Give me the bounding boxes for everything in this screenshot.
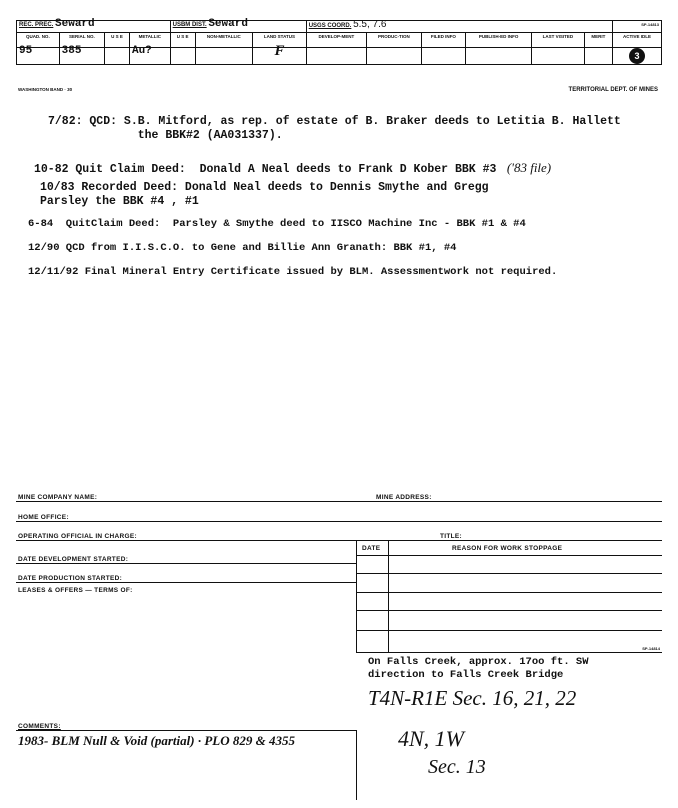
column-header: SERIAL NO. [59,33,104,48]
column-header: PRODUC-TION [367,33,421,48]
handwritten-4n: 4N, 1W [398,726,464,751]
comments-label: COMMENTS: [18,723,61,730]
column-header: DEVELOP-MENT [306,33,366,48]
comments-handwriting: 1983- BLM Null & Void (partial) · PLO 829 & 4355 [18,733,295,748]
entry-2-wrap [34,159,551,177]
last-visited-value [532,48,585,65]
entry-2-note: ('83 file) [506,160,552,175]
quad-no: 95 [17,48,60,65]
dev-started-label: DATE DEVELOPMENT STARTED: [18,556,129,563]
entry-1: 7/82: QCD: S.B. Mitford, as rep. of estate of B. Braker deeds to Letitia B. Hallett the BBK#2 (AA031337). [48,115,621,142]
date-col-label: DATE [362,545,381,552]
column-header: U S E [170,33,195,48]
handwritten-twp: T4N-R1E Sec. 16, 21, 22 [368,686,577,710]
mine-company-label: MINE COMPANY NAME: [18,494,98,501]
prod-started-label: DATE PRODUCTION STARTED: [18,575,123,582]
rec-prec-label: REC. PREC. [19,22,54,28]
use-cell-2 [170,48,195,65]
filed-info-value [421,48,465,65]
usgs-value: 5.5, 7.6 [353,19,387,30]
column-header: U S E [105,33,130,48]
home-office-label: HOME OFFICE: [18,514,69,521]
column-header: LAND STATUS [253,33,307,48]
usbm-value: Seward [208,18,248,30]
metallic-value: Au? [129,48,170,65]
serial-no: 385 [59,48,104,65]
column-header-row [17,33,662,48]
column-header: PUBLISH-ED INFO [466,33,532,48]
usgs-label: USGS COORD. [308,23,352,29]
operating-official-label: OPERATING OFFICIAL IN CHARGE: [18,533,137,540]
form-number-2: SP-14814 [642,646,660,651]
leases-label: LEASES & OFFERS — TERMS OF: [18,587,133,594]
use-cell-1 [105,48,130,65]
column-header: QUAD. NO. [17,33,60,48]
printer-line: WASHINGTON BAND · 30 [18,87,73,92]
active-idle-value [612,48,661,65]
usbm-label: USBM DIST. [172,22,207,28]
active-mark: 3 [629,48,645,64]
entry-4: 6-84 QuitClaim Deed: Parsley & Smythe deed to IISCO Machine Inc - BBK #1 & #4 [28,218,526,230]
non-metallic-value [195,48,253,65]
production-value [367,48,421,65]
column-header: FILED INFO [421,33,465,48]
column-header: MERIT [584,33,612,48]
entry-2: 10-82 Quit Claim Deed: Donald A Neal deeds to Frank D Kober BBK #3 [34,163,497,176]
merit-value [584,48,612,65]
development-value [306,48,366,65]
reason-col-label: REASON FOR WORK STOPPAGE [452,545,563,552]
published-info-value [466,48,532,65]
handwritten-sec13: Sec. 13 [428,756,486,778]
territorial-dept: TERRITORIAL DEPT. OF MINES [568,87,658,93]
rec-prec-cell [17,18,171,33]
entry-6: 12/11/92 Final Mineral Entry Certificate issued by BLM. Assessmentwork not required. [28,266,558,278]
usbm-cell [170,18,306,33]
data-row [17,48,662,65]
column-header: NON-METALLIC [195,33,253,48]
land-status-mark: F [253,48,307,65]
entry-5: 12/90 QCD from I.I.S.C.O. to Gene and Billie Ann Granath: BBK #1, #4 [28,242,457,254]
rec-prec-value: Seward [55,18,95,30]
column-header: METALLIC [129,33,170,48]
column-header: LAST VISITED [532,33,585,48]
usgs-cell [306,21,612,33]
entry-3: 10/83 Recorded Deed: Donald Neal deeds to Dennis Smythe and Gregg Parsley the BBK #4 , #1 [40,181,489,208]
form-number: SP-14813 [612,21,661,33]
mine-address-label: MINE ADDRESS: [376,494,432,501]
header-table [16,20,662,65]
title-label: TITLE: [440,533,463,540]
location-text: On Falls Creek, approx. 17oo ft. SW direction to Falls Creek Bridge [368,656,589,681]
column-header: ACTIVE IDLE [612,33,661,48]
